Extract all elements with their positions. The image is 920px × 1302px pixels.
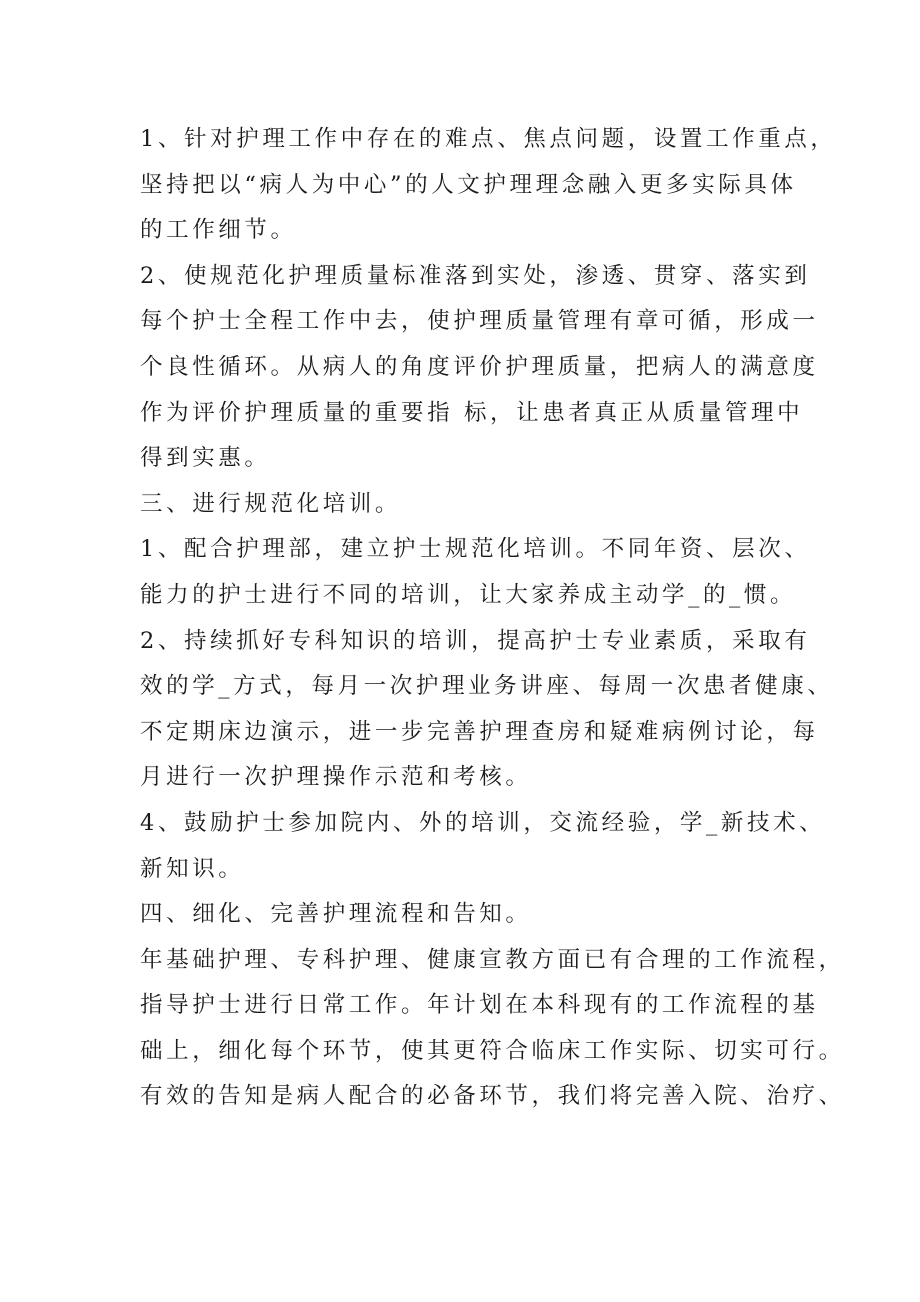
text-line: 坚持把以“病人为中心”的人文护理理念融入更多实际具体 [140, 171, 797, 198]
text-line: 效的学_方式，每月一次护理业务讲座、每周一次患者健康、 [140, 673, 834, 700]
text-line: 新知识。 [140, 855, 245, 882]
text-line: 个良性循环。从病人的角度评价护理质量，把病人的满意度 [140, 353, 819, 380]
text-line: 1、配合护理部，建立护士规范化培训。不同年资、层次、 [140, 536, 811, 563]
text-line: 指导护士进行日常工作。年计划在本科现有的工作流程的基 [140, 992, 819, 1019]
text-line: 每个护士全程工作中去，使护理质量管理有章可循，形成一 [140, 308, 819, 335]
text-line: 不定期床边演示，进一步完善护理查房和疑难病例讨论，每 [140, 718, 819, 745]
text-line: 月进行一次护理操作示范和考核。 [140, 764, 532, 791]
section-heading: 四、细化、完善护理流程和告知。 [140, 901, 532, 928]
text-line: 能力的护士进行不同的培训，让大家养成主动学_的_惯。 [140, 581, 797, 608]
text-line: 得到实惠。 [140, 445, 271, 472]
text-line: 2、使规范化护理质量标准落到实处，渗透、贯穿、落实到 [140, 262, 811, 289]
text-line: 有效的告知是病人配合的必备环节，我们将完善入院、治疗、 [140, 1083, 845, 1110]
text-line: 1、针对护理工作中存在的难点、焦点问题，设置工作重点， [140, 126, 837, 152]
text-line: 的工作细节。 [140, 217, 297, 244]
document-body [140, 117, 845, 1120]
text-line: 4、鼓励护士参加院内、外的培训，交流经验，学_新技术、 [140, 809, 826, 836]
text-line: 2、持续抓好专科知识的培训，提高护士专业素质，采取有 [140, 627, 811, 654]
text-line: 年基础护理、专科护理、健康宣教方面已有合理的工作流程， [140, 946, 845, 973]
section-heading: 三、进行规范化培训。 [140, 490, 402, 517]
text-line: 础上，细化每个环节，使其更符合临床工作实际、切实可行。 [140, 1037, 845, 1064]
text-line: 作为评价护理质量的重要指 标，让患者真正从质量管理中 [140, 399, 804, 426]
